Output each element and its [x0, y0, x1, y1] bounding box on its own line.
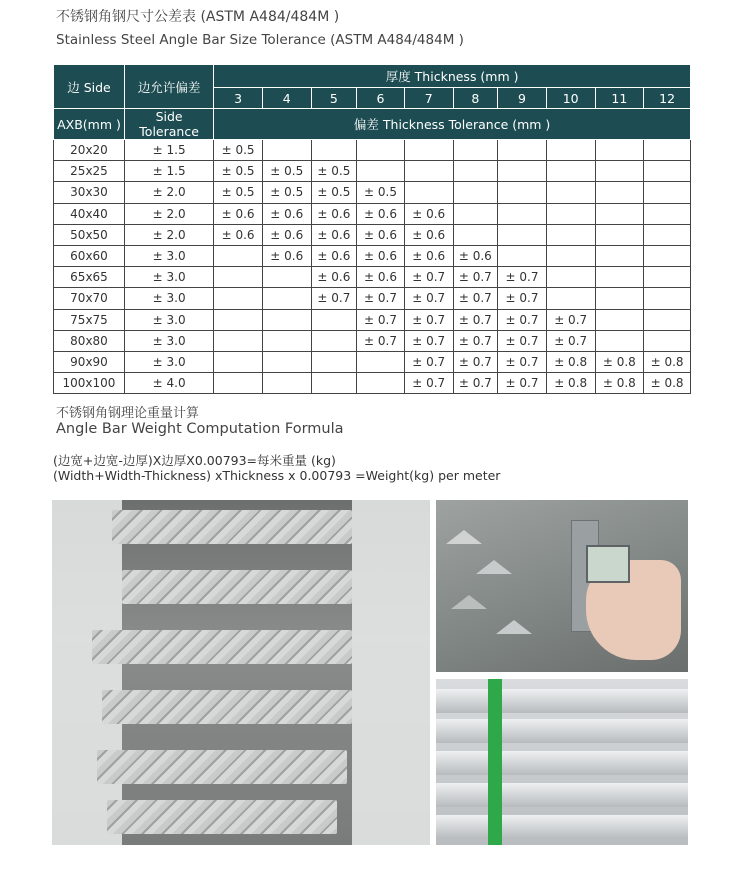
- thickness-tolerance-cell: [595, 288, 644, 309]
- thickness-tolerance-cell: [262, 373, 311, 394]
- caliper-measurement-photo: [436, 500, 688, 672]
- thickness-tolerance-cell: ± 0.8: [595, 373, 644, 394]
- size-cell: 90x90: [54, 351, 125, 372]
- size-cell: 40x40: [54, 203, 125, 224]
- thickness-tolerance-cell: ± 0.6: [404, 203, 453, 224]
- thickness-tolerance-cell: [644, 224, 691, 245]
- thickness-tolerance-cell: ± 0.6: [357, 245, 405, 266]
- thickness-tolerance-cell: [498, 224, 547, 245]
- thickness-tolerance-cell: ± 0.6: [311, 245, 357, 266]
- thickness-tolerance-cell: [357, 351, 405, 372]
- thickness-tolerance-cell: [453, 161, 498, 182]
- side-header-cn: 边 Side: [54, 65, 125, 109]
- side-tolerance-cell: ± 3.0: [124, 267, 213, 288]
- thickness-tolerance-cell: ± 0.6: [311, 267, 357, 288]
- tolerance-table: [53, 64, 691, 394]
- side-tolerance-cell: ± 3.0: [124, 288, 213, 309]
- thickness-tolerance-cell: ± 0.7: [453, 351, 498, 372]
- size-cell: 25x25: [54, 161, 125, 182]
- side-tolerance-cell: ± 4.0: [124, 373, 213, 394]
- thickness-tolerance-cell: [498, 161, 547, 182]
- thickness-tolerance-cell: [546, 224, 595, 245]
- thickness-tolerance-cell: [595, 224, 644, 245]
- thickness-tolerance-cell: [595, 245, 644, 266]
- thickness-tolerance-cell: [214, 373, 263, 394]
- formula-cn: (边宽+边宽-边厚)X边厚X0.00793=每米重量 (kg): [53, 453, 336, 468]
- thickness-tolerance-cell: [214, 351, 263, 372]
- thickness-tolerance-cell: ± 0.5: [214, 161, 263, 182]
- thickness-tolerance-cell: ± 0.7: [357, 309, 405, 330]
- thickness-tolerance-cell: [311, 140, 357, 161]
- table-row: [54, 140, 691, 161]
- thickness-col-header: 12: [644, 88, 691, 109]
- thickness-col-header: 4: [262, 88, 311, 109]
- thickness-tolerance-cell: ± 0.6: [404, 245, 453, 266]
- thickness-tolerance-cell: [404, 182, 453, 203]
- thickness-col-header: 11: [595, 88, 644, 109]
- thickness-tolerance-cell: ± 0.5: [311, 182, 357, 203]
- thickness-tolerance-cell: ± 0.6: [311, 224, 357, 245]
- side-header-en: AXB(mm ): [54, 109, 125, 140]
- side-tolerance-cell: ± 2.0: [124, 182, 213, 203]
- size-cell: 65x65: [54, 267, 125, 288]
- thickness-tolerance-cell: [311, 330, 357, 351]
- thickness-tolerance-cell: ± 0.7: [404, 330, 453, 351]
- thickness-tolerance-cell: [644, 140, 691, 161]
- thickness-tolerance-cell: ± 0.7: [498, 288, 547, 309]
- thickness-tolerance-cell: ± 0.6: [357, 203, 405, 224]
- thickness-tolerance-cell: ± 0.7: [404, 288, 453, 309]
- thickness-tolerance-cell: ± 0.6: [262, 203, 311, 224]
- table-row: [54, 309, 691, 330]
- thickness-tolerance-cell: ± 0.7: [498, 373, 547, 394]
- thickness-tolerance-cell: [546, 267, 595, 288]
- thickness-tolerance-cell: [214, 309, 263, 330]
- thickness-tolerance-cell: [498, 140, 547, 161]
- thickness-tolerance-cell: [404, 140, 453, 161]
- thickness-tolerance-cell: [311, 351, 357, 372]
- thickness-tolerance-cell: ± 0.6: [214, 224, 263, 245]
- table-row: [54, 245, 691, 266]
- bundled-bars-photo: [436, 679, 688, 845]
- thickness-col-header: 5: [311, 88, 357, 109]
- thickness-tolerance-cell: [644, 309, 691, 330]
- thickness-tolerance-cell: [453, 203, 498, 224]
- table-row: [54, 224, 691, 245]
- size-cell: 70x70: [54, 288, 125, 309]
- thickness-col-header: 6: [357, 88, 405, 109]
- side-tolerance-cell: ± 3.0: [124, 330, 213, 351]
- size-cell: 80x80: [54, 330, 125, 351]
- thickness-tolerance-cell: ± 0.7: [453, 288, 498, 309]
- thickness-tolerance-cell: ± 0.7: [453, 309, 498, 330]
- thickness-tolerance-cell: [546, 203, 595, 224]
- thickness-tolerance-cell: ± 0.7: [498, 267, 547, 288]
- thickness-tolerance-cell: ± 0.8: [595, 351, 644, 372]
- thickness-tolerance-cell: [262, 309, 311, 330]
- thickness-tolerance-cell: [595, 309, 644, 330]
- size-cell: 30x30: [54, 182, 125, 203]
- thickness-tolerance-cell: [311, 309, 357, 330]
- thickness-tolerance-cell: [262, 140, 311, 161]
- thickness-tolerance-cell: ± 0.7: [453, 373, 498, 394]
- thickness-tolerance-cell: [644, 267, 691, 288]
- thickness-tolerance-cell: ± 0.5: [262, 182, 311, 203]
- thickness-tolerance-cell: [546, 140, 595, 161]
- thickness-col-header: 9: [498, 88, 547, 109]
- thickness-tolerance-cell: ± 0.7: [357, 288, 405, 309]
- thickness-tolerance-cell: [214, 267, 263, 288]
- thickness-tolerance-cell: [262, 351, 311, 372]
- thickness-tolerance-cell: ± 0.5: [311, 161, 357, 182]
- thickness-tolerance-cell: [644, 161, 691, 182]
- thickness-tolerance-cell: ± 0.6: [453, 245, 498, 266]
- side-tolerance-cell: ± 3.0: [124, 351, 213, 372]
- thickness-col-header: 7: [404, 88, 453, 109]
- thickness-tolerance-cell: [498, 245, 547, 266]
- thickness-tolerance-cell: ± 0.7: [311, 288, 357, 309]
- thickness-tolerance-cell: [357, 373, 405, 394]
- side-tolerance-cell: ± 1.5: [124, 140, 213, 161]
- thickness-tolerance-cell: ± 0.8: [644, 373, 691, 394]
- thickness-tolerance-cell: [453, 224, 498, 245]
- thickness-tolerance-cell: ± 0.7: [546, 309, 595, 330]
- thickness-tolerance-cell: ± 0.5: [262, 161, 311, 182]
- table-row: [54, 267, 691, 288]
- thickness-tolerance-cell: [644, 182, 691, 203]
- size-cell: 75x75: [54, 309, 125, 330]
- size-cell: 20x20: [54, 140, 125, 161]
- page-title-en: Stainless Steel Angle Bar Size Tolerance (ASTM A484/484M ): [56, 32, 464, 48]
- thickness-tolerance-cell: [595, 182, 644, 203]
- thickness-tolerance-cell: [453, 140, 498, 161]
- side-tolerance-header-cn: 边允许偏差: [124, 65, 213, 109]
- thickness-tolerance-cell: ± 0.5: [214, 140, 263, 161]
- thickness-tolerance-cell: [546, 182, 595, 203]
- thickness-tolerance-cell: ± 0.6: [404, 224, 453, 245]
- thickness-tolerance-cell: [595, 140, 644, 161]
- thickness-tolerance-cell: ± 0.7: [453, 330, 498, 351]
- thickness-tolerance-cell: [644, 203, 691, 224]
- thickness-tolerance-cell: [546, 161, 595, 182]
- thickness-tolerance-cell: [453, 182, 498, 203]
- side-tolerance-cell: ± 3.0: [124, 309, 213, 330]
- thickness-tolerance-cell: ± 0.7: [404, 267, 453, 288]
- thickness-tolerance-header: 偏差 Thickness Tolerance (mm ): [214, 109, 691, 140]
- page-title-cn: 不锈钢角钢尺寸公差表 (ASTM A484/484M ): [56, 9, 340, 25]
- side-tolerance-cell: ± 1.5: [124, 161, 213, 182]
- formula-title-cn: 不锈钢角钢理论重量计算: [56, 406, 200, 421]
- thickness-tolerance-cell: [644, 288, 691, 309]
- thickness-tolerance-cell: [498, 203, 547, 224]
- thickness-tolerance-cell: [357, 161, 405, 182]
- thickness-tolerance-cell: ± 0.7: [404, 351, 453, 372]
- thickness-tolerance-cell: ± 0.7: [498, 309, 547, 330]
- thickness-tolerance-cell: [595, 161, 644, 182]
- thickness-tolerance-cell: ± 0.6: [214, 203, 263, 224]
- thickness-tolerance-cell: [311, 373, 357, 394]
- thickness-tolerance-cell: ± 0.6: [262, 245, 311, 266]
- thickness-tolerance-cell: [595, 267, 644, 288]
- thickness-tolerance-cell: [214, 245, 263, 266]
- formula-en: (Width+Width-Thickness) xThickness x 0.00793 =Weight(kg) per meter: [53, 468, 501, 483]
- table-row: [54, 330, 691, 351]
- formula-title-en: Angle Bar Weight Computation Formula: [56, 421, 344, 437]
- thickness-tolerance-cell: [595, 330, 644, 351]
- thickness-col-header: 10: [546, 88, 595, 109]
- thickness-tolerance-cell: ± 0.7: [404, 373, 453, 394]
- thickness-tolerance-cell: [644, 330, 691, 351]
- thickness-tolerance-cell: [595, 203, 644, 224]
- thickness-tolerance-cell: [214, 288, 263, 309]
- side-tolerance-cell: ± 3.0: [124, 245, 213, 266]
- thickness-tolerance-cell: ± 0.7: [546, 330, 595, 351]
- table-row: [54, 351, 691, 372]
- thickness-tolerance-cell: ± 0.6: [357, 224, 405, 245]
- angle-bar-stack-photo: [52, 500, 430, 845]
- side-tolerance-cell: ± 2.0: [124, 203, 213, 224]
- table-row: [54, 203, 691, 224]
- thickness-tolerance-cell: ± 0.8: [644, 351, 691, 372]
- thickness-tolerance-cell: [546, 245, 595, 266]
- thickness-tolerance-cell: [214, 330, 263, 351]
- size-cell: 60x60: [54, 245, 125, 266]
- thickness-tolerance-cell: [498, 182, 547, 203]
- thickness-tolerance-cell: ± 0.7: [498, 351, 547, 372]
- thickness-tolerance-cell: ± 0.7: [453, 267, 498, 288]
- table-row: [54, 182, 691, 203]
- thickness-tolerance-cell: [262, 330, 311, 351]
- thickness-tolerance-cell: ± 0.7: [357, 330, 405, 351]
- thickness-tolerance-cell: ± 0.8: [546, 351, 595, 372]
- table-row: [54, 373, 691, 394]
- thickness-tolerance-cell: [404, 161, 453, 182]
- thickness-tolerance-cell: ± 0.5: [357, 182, 405, 203]
- thickness-tolerance-cell: ± 0.7: [404, 309, 453, 330]
- thickness-tolerance-cell: [644, 245, 691, 266]
- thickness-col-header: 3: [214, 88, 263, 109]
- thickness-tolerance-cell: ± 0.6: [262, 224, 311, 245]
- side-tolerance-cell: ± 2.0: [124, 224, 213, 245]
- side-tolerance-header-en: Side Tolerance: [124, 109, 213, 140]
- thickness-tolerance-cell: [262, 288, 311, 309]
- thickness-col-header: 8: [453, 88, 498, 109]
- thickness-tolerance-cell: ± 0.8: [546, 373, 595, 394]
- size-cell: 50x50: [54, 224, 125, 245]
- table-row: [54, 161, 691, 182]
- thickness-tolerance-cell: ± 0.6: [357, 267, 405, 288]
- thickness-tolerance-cell: [546, 288, 595, 309]
- thickness-tolerance-cell: ± 0.5: [214, 182, 263, 203]
- thickness-tolerance-cell: [357, 140, 405, 161]
- size-cell: 100x100: [54, 373, 125, 394]
- thickness-tolerance-cell: [262, 267, 311, 288]
- table-row: [54, 288, 691, 309]
- thickness-header: 厚度 Thickness (mm ): [214, 65, 691, 88]
- thickness-tolerance-cell: ± 0.7: [498, 330, 547, 351]
- thickness-tolerance-cell: ± 0.6: [311, 203, 357, 224]
